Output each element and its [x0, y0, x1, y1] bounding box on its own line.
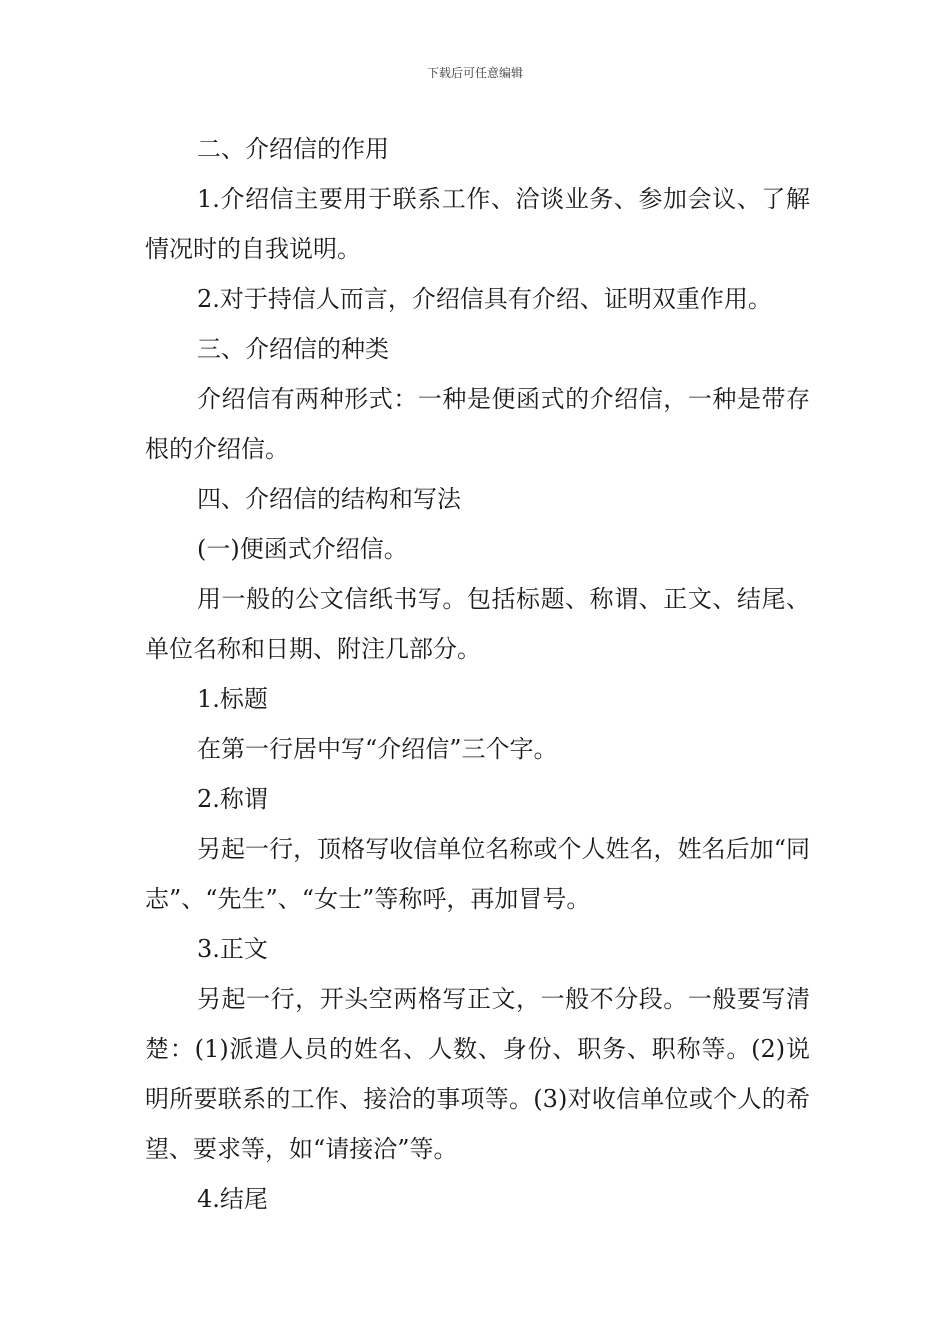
- paragraph-title: 在第一行居中写“介绍信”三个字。: [197, 735, 558, 763]
- item-heading-title: 1.标题: [197, 685, 268, 713]
- paragraph-body: 另起一行，开头空两格写正文，一般不分段。一般要写清楚：(1)派遣人员的姓名、人数、身份、职务、职称等。(2)说明所要联系的工作、接洽的事项等。(3)对收信单位或个人的希望、要求等，如“请接洽”等。: [145, 985, 810, 1163]
- section-heading-structure: 四、介绍信的结构和写法: [197, 485, 461, 513]
- paragraph-types: 介绍信有两种形式：一种是便函式的介绍信，一种是带存根的介绍信。: [145, 385, 810, 463]
- document-body: [145, 124, 810, 1224]
- section-heading-functions: 二、介绍信的作用: [197, 135, 389, 163]
- section-heading-types: 三、介绍信的种类: [197, 335, 389, 363]
- paragraph-function-1: 1.介绍信主要用于联系工作、洽谈业务、参加会议、了解情况时的自我说明。: [145, 185, 810, 263]
- item-heading-ending: 4.结尾: [197, 1185, 268, 1213]
- paragraph-function-2: 2.对于持信人而言，介绍信具有介绍、证明双重作用。: [197, 285, 772, 313]
- item-heading-salutation: 2.称谓: [197, 785, 268, 813]
- paragraph-memo-parts: 用一般的公文信纸书写。包括标题、称谓、正文、结尾、单位名称和日期、附注几部分。: [145, 585, 810, 663]
- item-heading-body: 3.正文: [197, 935, 268, 963]
- page-header-note: 下载后可任意编辑: [426, 66, 523, 80]
- paragraph-salutation: 另起一行，顶格写收信单位名称或个人姓名，姓名后加“同志”、“先生”、“女士”等称呼，再加冒号。: [145, 835, 810, 913]
- subheading-memo-letter: (一)便函式介绍信。: [197, 535, 408, 563]
